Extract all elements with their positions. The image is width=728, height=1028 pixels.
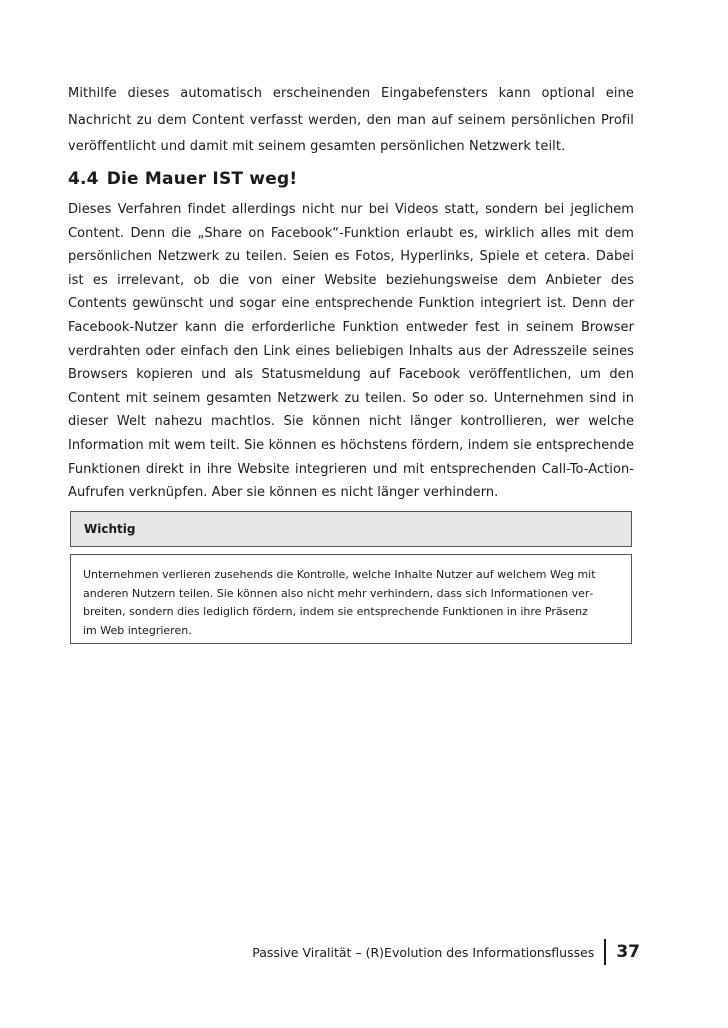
- section-title: Die Mauer IST weg!: [106, 169, 298, 189]
- infobox-label: Wichtig: [84, 522, 136, 536]
- page-footer: [252, 938, 640, 966]
- section-number: 4.4: [68, 169, 99, 189]
- footer-book-title: Passive Viralität – (R)Evolution des Informationsflusses: [252, 944, 595, 960]
- page-number: 37: [616, 942, 640, 962]
- section-body-paragraph: Dieses Verfahren findet allerdings nicht nur bei Videos statt, sondern bei jeglichem Content. Denn die „Share on Facebook“-Funktion erlaubt es, wirklich alles mit dem persönlichen Netzwerk zu teilen. Seien es Fotos, Hyperlinks, Spiele et cetera. Dabei ist es irrelevant, ob die von einer Website beziehungsweise dem Anbieter des Contents gewünscht und sogar eine entsprechende Funktion integriert ist. Denn der Facebook-Nutzer kann die erforderliche Funktion entweder fest in seinem Browser verdrahten oder einfach den Link eines beliebigen Inhalts aus der Adresszeile seines Browsers kopieren und als Statusmeldung auf Facebook veröffentlichen, um den Content mit seinem gesamten Netzwerk zu teilen. So oder so. Unternehmen sind in dieser Welt nahezu machtlos. Sie können nicht länger kontrollieren, wer welche Information mit wem teilt. Sie können es höchstens fördern, indem sie entsprechende Funktionen direkt in ihre Website integrieren und mit entsprechenden Call-To-Action-Aufrufen verknüpfen. Aber sie können es nicht länger verhindern.: [68, 202, 634, 501]
- section-heading: [68, 169, 634, 189]
- footer-divider: [604, 939, 606, 965]
- intro-paragraph: Mithilfe dieses automatisch erscheinenden Eingabefensters kann optional eine Nachricht zu dem Content verfasst werden, den man auf seinem persönlichen Profil veröffentlicht und damit mit seinem gesamten persönlichen Netzwerk teilt.: [68, 86, 634, 154]
- infobox-header: [70, 511, 632, 547]
- infobox-text: Unternehmen verlieren zusehends die Kontrolle, welche Inhalte Nutzer auf welchem Weg mit anderen Nutzern teilen. Sie können also nicht mehr verhindern, dass sich Informationen verbreiten, sondern dies lediglich fördern, indem sie entsprechende Funktionen in ihre Präsenz im Web integrieren.: [83, 568, 596, 637]
- infobox-content: [70, 554, 632, 644]
